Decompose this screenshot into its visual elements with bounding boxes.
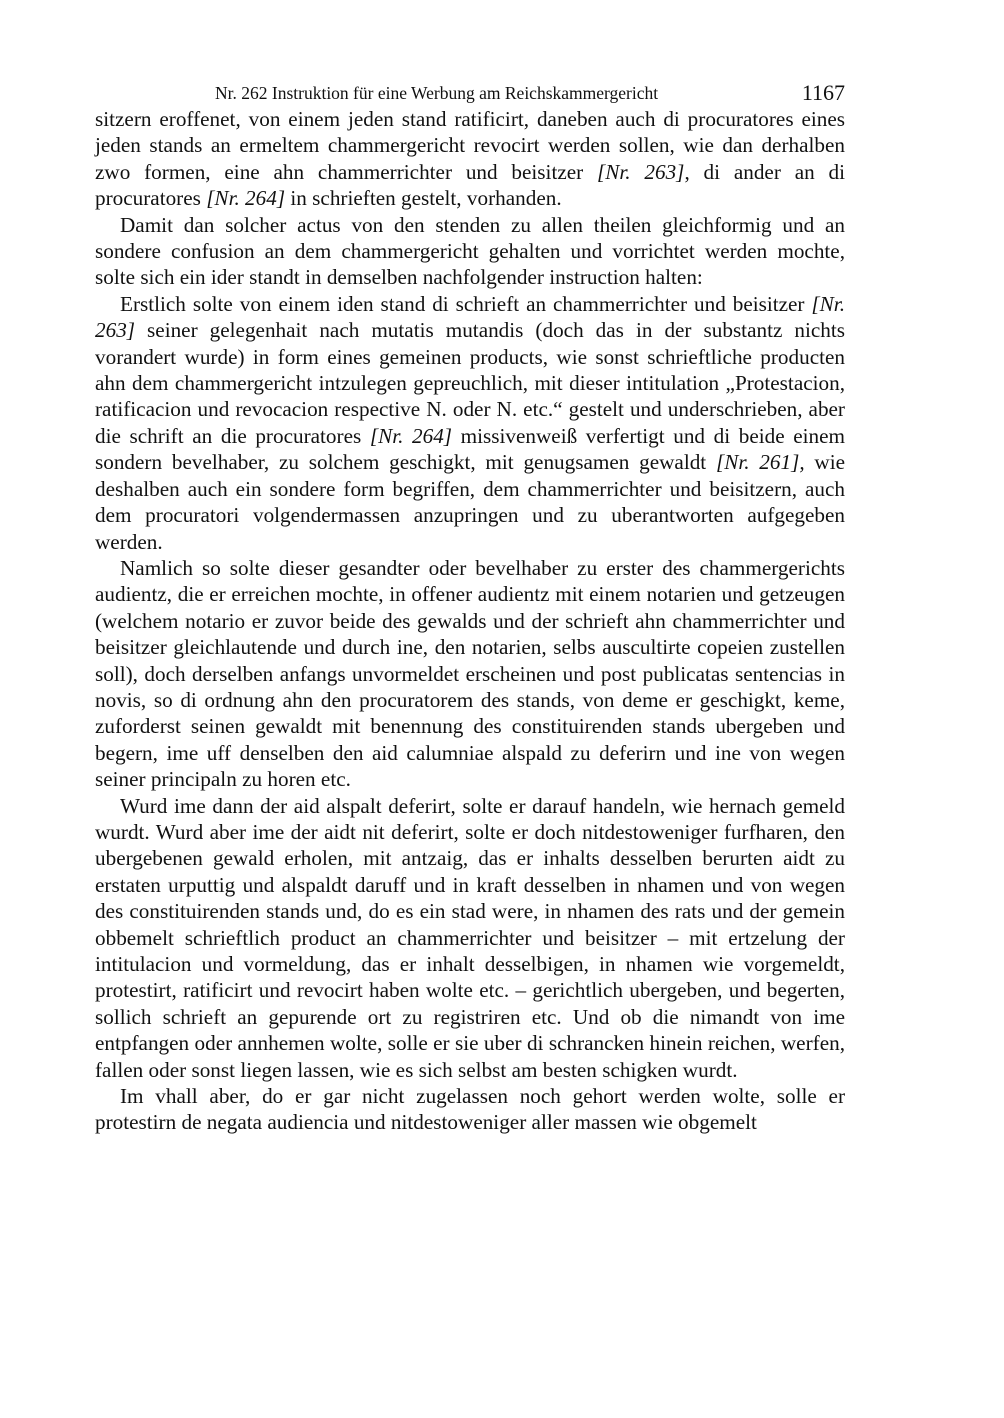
cross-reference: [Nr. 264] <box>369 423 453 448</box>
paragraph-text: Wurd ime dann der aid alspalt deferirt, solte er darauf handeln, wie hernach gemeld wurdt. Wurd aber ime der aidt nit deferirt, solte er doch nitdestoweniger furfharen, den ubergebenen gewald erholen, mit antzaig, das er inhalts desselben berurten aidt zu erstaten urputtig und alspaldt daruff und in kraft desselben in nhamen und von wegen des constituirenden stands und, do es ein stad were, in nhamen des rats und der gemein obbemelt schrieftlich product an chammerrichter und beisitzer – mit ertzelung der intitulacion und vormeldung, das er inhalt desselbigen, in nhamen wie vorgemeldt, protestirt, ratificirt und revocirt haben wolte etc. – gerichtlich ubergeben, und begerten, sollich schrieft an gepurende ort zu registriren etc. Und ob die nimandt von ime entpfangen oder annhemen wolte, solle er sie uber di schrancken hinein reichen, werfen, fallen oder sonst liegen lassen, wie es sich selbst am besten schigken wurdt. <box>95 793 845 1082</box>
paragraph-text: wie deshalben auch ein sondere form begriffen, dem chammerrichter und beisitzern, auch dem procuratori volgendermassen anzupringen und zu uberantworten aufgegeben werden. <box>95 450 846 554</box>
document-page <box>95 78 845 1136</box>
page-number: 1167 <box>801 80 845 105</box>
paragraph-text: , di ander an di procuratores <box>95 159 845 211</box>
paragraph <box>95 1083 845 1136</box>
running-head <box>95 78 845 108</box>
paragraph-text: sitzern eroffenet, von einem jeden stand ratificirt, daneben auch di procuratores eines jeden stands an ermeltem chammergericht revocirt werden sollen, wie dan derhalben zwo formen, eine ahn chammerrichter und beisitzer <box>95 107 845 184</box>
body-text <box>95 106 845 1136</box>
paragraph-text: Damit dan solcher actus von den stenden zu allen theilen gleichformig und an sondere confusion an dem chammergericht gehalten und vorrichtet werden mochte, solte sich ein ider standt in demselben nachfolgender instruction halten: <box>95 212 845 290</box>
paragraph <box>95 106 845 212</box>
cross-reference: [Nr. 264] <box>206 186 286 211</box>
cross-reference: [Nr. 261], <box>715 450 805 475</box>
paragraph-text: in schrieften gestelt, vorhanden. <box>285 186 562 211</box>
paragraph-text: missivenweiß verfertigt und di beide einem sondern bevelhaber, zu solchem geschigkt, mit genugsamen gewaldt <box>95 423 845 475</box>
paragraph <box>95 555 845 793</box>
paragraph-text: Im vhall aber, do er gar nicht zugelassen noch gehort werden wolte, solle er protestirn de negata audiencia und nitdestoweniger aller massen wie obgemelt <box>95 1084 845 1135</box>
cross-reference: [Nr. 263] <box>597 159 685 184</box>
paragraph-text: Namlich so solte dieser gesandter oder bevelhaber zu erster des chammergerichts audientz, die er erreichen mochte, in offener audientz mit einem notarien und getzeugen (welchem notario er zuvor beide des gewalds und der schrieft ahn chammerrichter und beisitzer gleichlautende und durch ine, den notarien, selbs auscultirte copeien zustellen soll), doch derselben anfangs unvormeldet erscheinen und post publicatas sentencias in novis, so di ordnung ahn den procuratorem des stands, von deme er geschigkt, keme, zuforderst seinen gewaldt mit benennung des constituirenden stands ubergeben und begern, ime uff denselben den aid calumniae alspald zu deferirn und ine von wegen seiner principaln zu horen etc. <box>95 555 845 792</box>
paragraph-text: seiner gelegenhait nach mutatis mutandis (doch das in der substantz nichts vorandert wurde) in form eines gemeinen products, wie sonst schrieftliche producten ahn dem chammergericht intzulegen gepreuchlich, mit dieser intitulation „Protestacion, ratificacion und revocacion respective N. oder N. etc.“ gestelt und underschrieben, aber die schrift an die procuratores <box>95 318 845 448</box>
paragraph <box>95 212 845 291</box>
paragraph <box>95 291 845 555</box>
running-title: Nr. 262 Instruktion für eine Werbung am Reichskammergericht <box>215 83 659 103</box>
cross-reference: [Nr. 263] <box>95 291 845 343</box>
paragraph-text: Erstlich solte von einem iden stand di schrieft an chammerrichter und beisitzer <box>120 291 812 316</box>
paragraph <box>95 793 845 1083</box>
